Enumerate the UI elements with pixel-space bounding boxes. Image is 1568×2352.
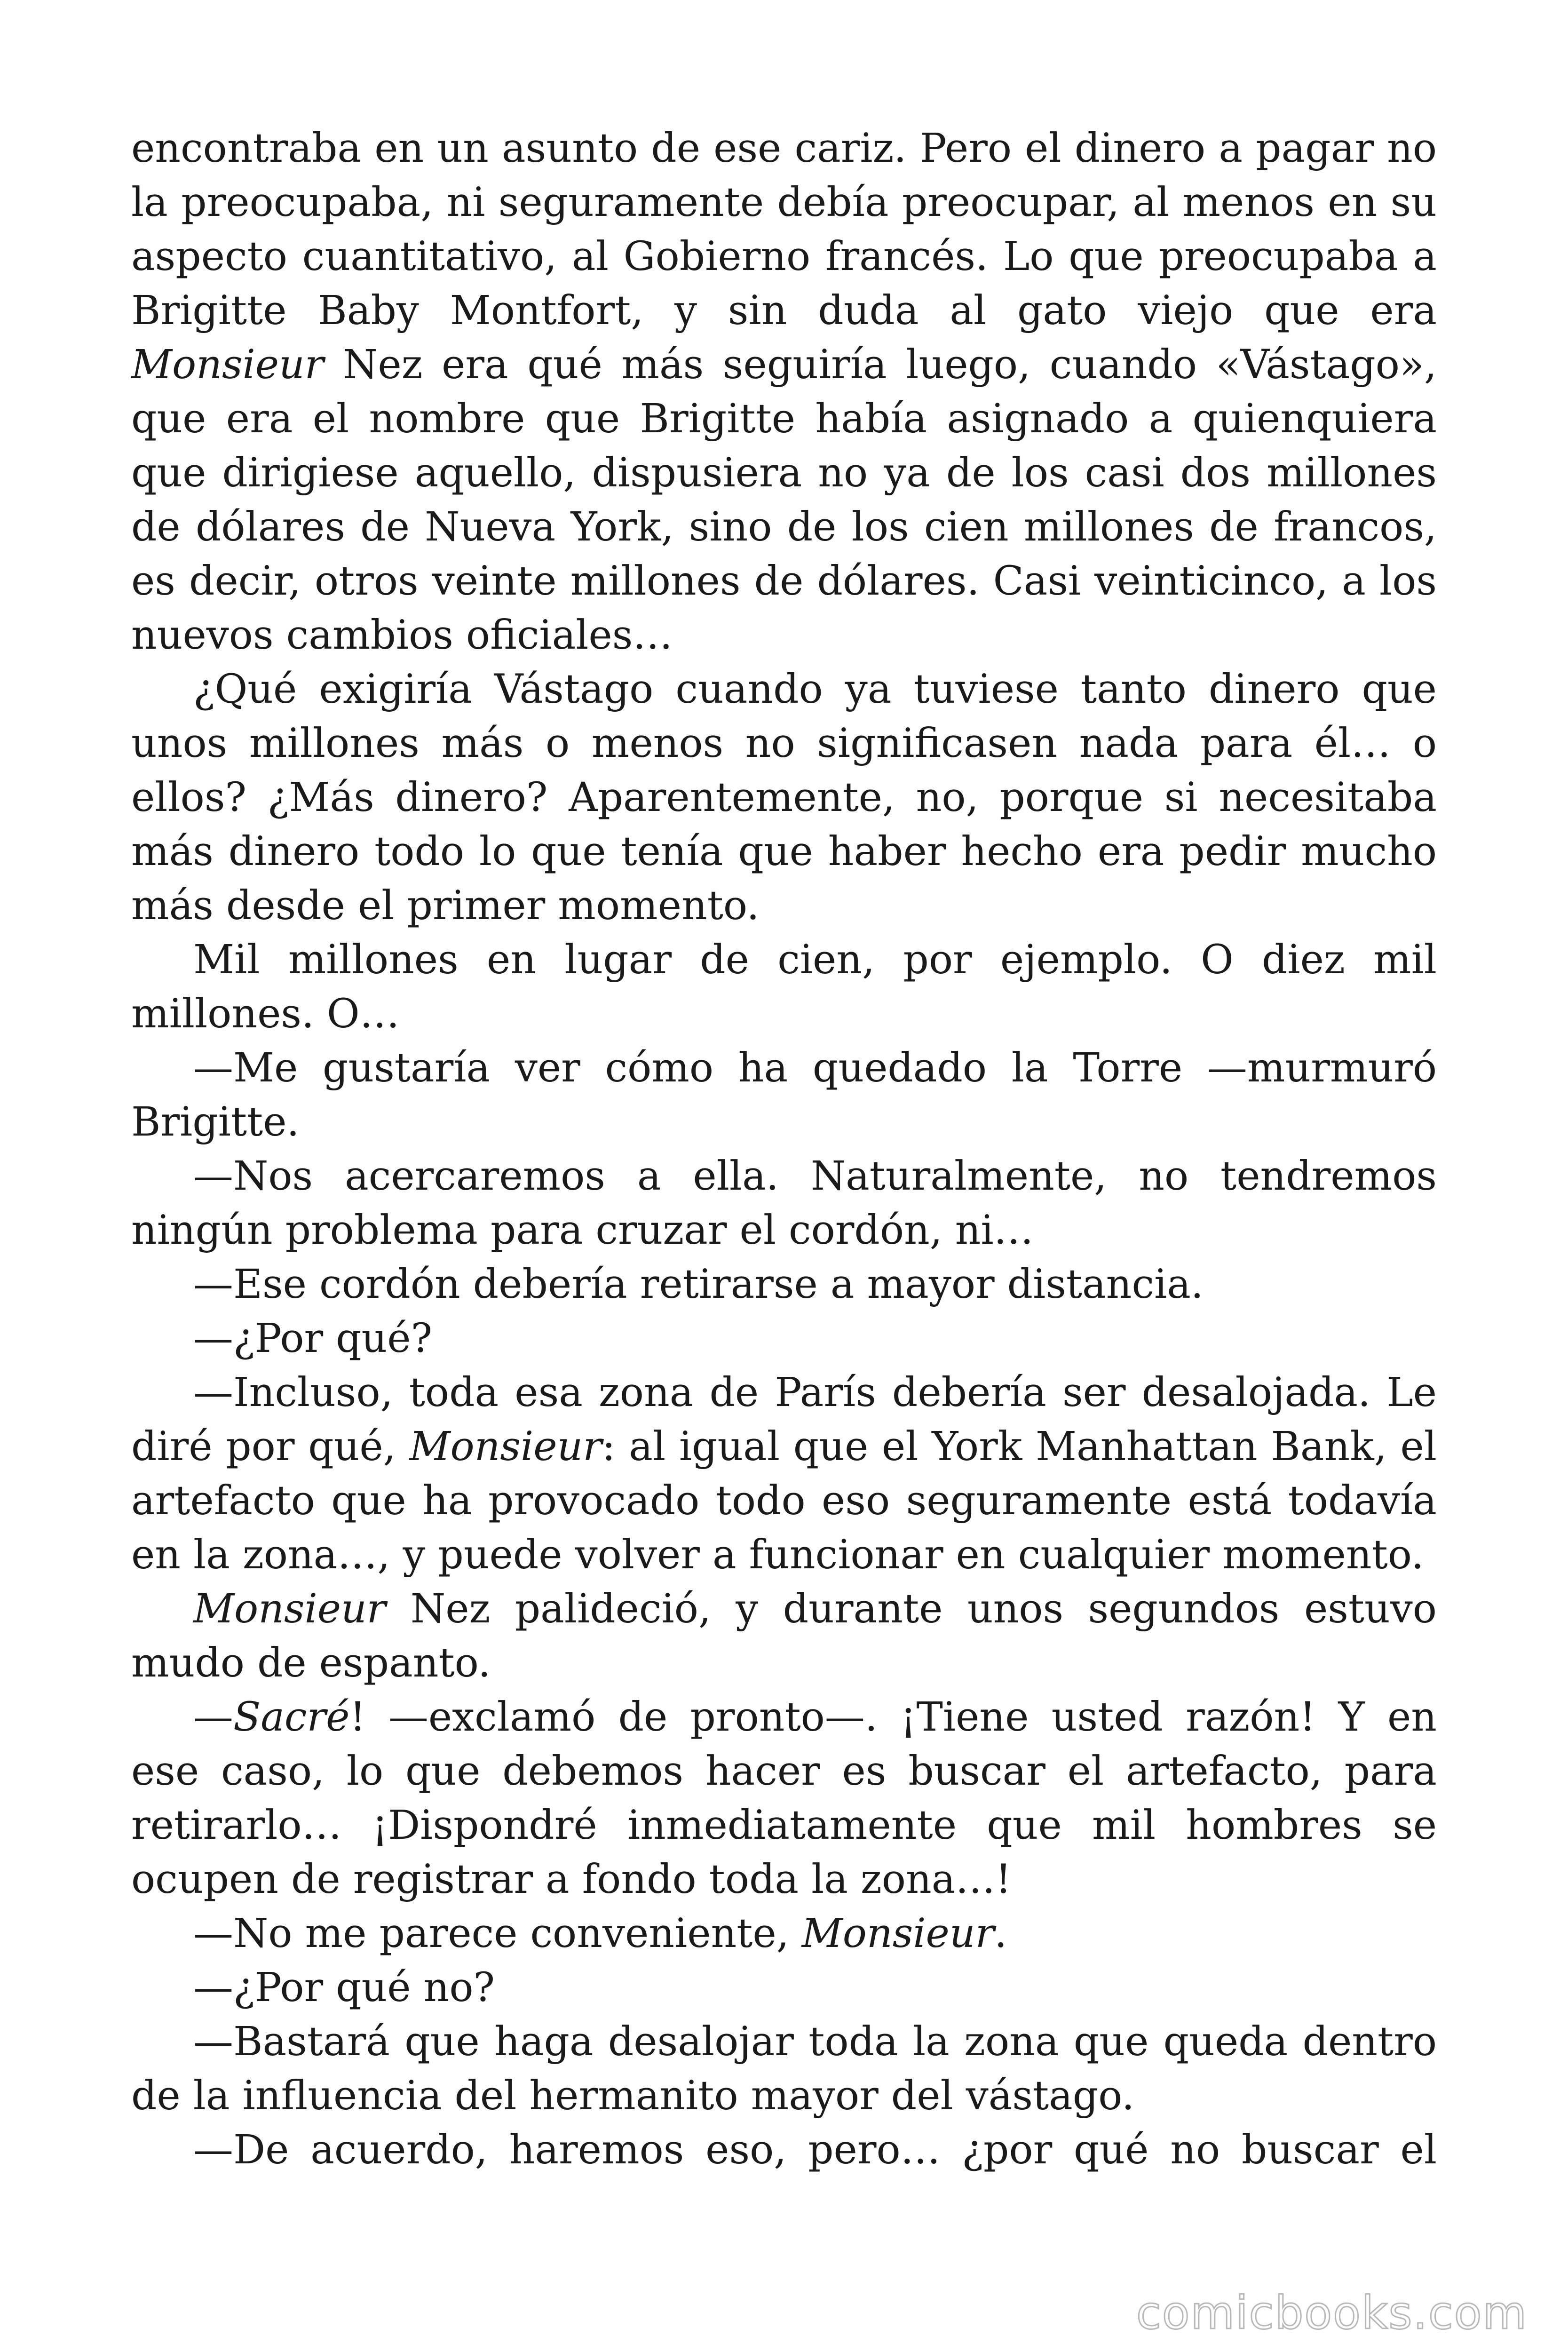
text-run: —Nos acercaremos a ella. Naturalmente, no tendremos ningún problema para cruzar el cordón, ni…	[131, 1153, 1437, 1254]
paragraph	[131, 2015, 1437, 2123]
paragraph	[131, 1366, 1437, 1582]
paragraph	[131, 1582, 1437, 1690]
text-run: : al igual que el York Manhattan Bank, el artefacto que ha provocado todo eso seguramente está todavía en la zona…, y puede volver a funcionar en cualquier momento.	[131, 1423, 1437, 1578]
paragraph	[131, 1041, 1437, 1149]
paragraph	[131, 1257, 1437, 1311]
text-run: Mil millones en lugar de cien, por ejemplo. O diez mil millones. O…	[131, 937, 1437, 1037]
paragraph	[131, 121, 1437, 662]
text-run: Nez palideció, y durante unos segundos estuvo mudo de espanto.	[131, 1586, 1437, 1686]
text-run: —¿Por qué?	[193, 1315, 433, 1362]
text-run: —	[193, 1694, 233, 1740]
book-page-text	[131, 121, 1437, 2177]
paragraph	[131, 1149, 1437, 1257]
text-run: —Bastará que haga desalojar toda la zona que queda dentro de la influencia del hermanito mayor del vástago.	[131, 2018, 1437, 2119]
paragraph	[131, 1690, 1437, 1907]
paragraph	[131, 933, 1437, 1041]
text-run: .	[994, 1910, 1007, 1957]
text-run: encontraba en un asunto de ese cariz. Pero el dinero a pagar no la preocupaba, ni seguramente debía preocupar, al menos en su aspecto cuantitativo, al Gobierno francés. Lo que preocupaba a Brigitte Baby Montfort, y sin duda al gato viejo que era	[131, 125, 1437, 334]
italic-text: Monsieur	[409, 1423, 602, 1470]
text-run: —No me parece conveniente,	[193, 1910, 802, 1957]
paragraph	[131, 1311, 1437, 1366]
watermark: comicbooks.com	[1136, 2287, 1528, 2339]
text-run: —De acuerdo, haremos eso, pero… ¿por qué no buscar el	[193, 2127, 1437, 2173]
text-run: —¿Por qué no?	[193, 1964, 495, 2011]
text-run: Nez era qué más seguiría luego, cuando «Vástago», que era el nombre que Brigitte había asignado a quienquiera que dirigiese aquello, dispusiera no ya de los casi dos millones de dólares de Nueva York, sino de los cien millones de francos, es decir, otros veinte millones de dólares. Casi veinticinco, a los nuevos cambios oficiales…	[131, 342, 1437, 659]
paragraph	[131, 662, 1437, 933]
paragraph	[131, 1961, 1437, 2015]
paragraph	[131, 1907, 1437, 1961]
italic-text: Sacré	[233, 1694, 350, 1740]
italic-text: Monsieur	[801, 1910, 995, 1957]
text-run: ! —exclamó de pronto—. ¡Tiene usted razón! Y en ese caso, lo que debemos hacer es buscar el artefacto, para retirarlo… ¡Dispondré inmediatamente que mil hombres se ocupen de registrar a fondo toda la zona…!	[131, 1694, 1437, 1903]
text-run: —Ese cordón debería retirarse a mayor distancia.	[193, 1261, 1204, 1308]
paragraph	[131, 2123, 1437, 2177]
italic-text: Monsieur	[193, 1586, 386, 1632]
italic-text: Monsieur	[131, 342, 324, 388]
text-run: —Incluso, toda esa zona de París debería ser desalojada. Le diré por qué,	[131, 1369, 1437, 1470]
text-run: ¿Qué exigiría Vástago cuando ya tuviese tanto dinero que unos millones más o menos no significasen nada para él… o ellos? ¿Más dinero? Aparentemente, no, porque si necesitaba más dinero todo lo que tenía que haber hecho era pedir mucho más desde el primer momento.	[131, 666, 1437, 929]
text-run: —Me gustaría ver cómo ha quedado la Torre —murmuró Brigitte.	[131, 1045, 1437, 1145]
